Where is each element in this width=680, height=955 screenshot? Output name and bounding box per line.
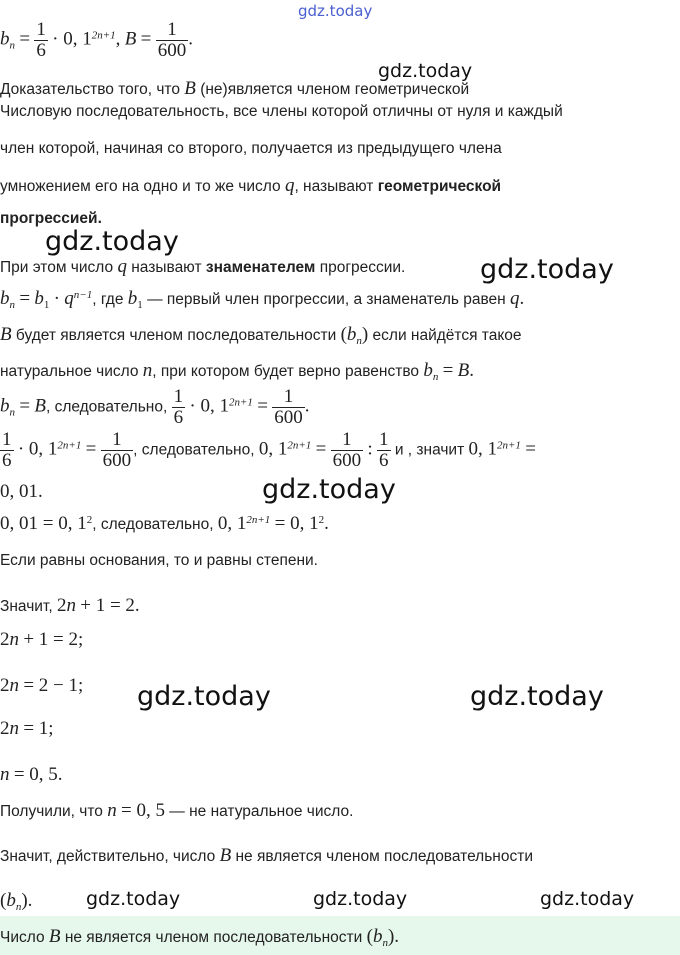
conclusion-line-3: $(b_n)$. xyxy=(0,890,33,914)
watermark: gdz.today xyxy=(262,474,396,505)
watermark: gdz.today xyxy=(470,681,604,712)
proof-heading: Доказательство того, что B (не)является членом геометрической xyxy=(0,78,470,99)
watermark-top: gdz.today xyxy=(298,2,373,20)
equation-step-4: n = 0, 5. xyxy=(0,764,63,785)
watermark: gdz.today xyxy=(45,226,179,257)
equation-step-1: 2n + 1 = 2; xyxy=(0,629,84,650)
condition-line-2: натуральное число n, при котором будет верно равенство $b_n = B$. xyxy=(0,360,475,384)
answer-text: Число B не является членом последовательности $(b_n)$. xyxy=(0,926,400,950)
ratio-line: При этом число q называют знаменателем прогрессии. xyxy=(0,256,406,277)
equation-line-3: 0, 01. xyxy=(0,481,43,502)
watermark: gdz.today xyxy=(137,681,271,712)
equation-step-3: 2n = 1; xyxy=(0,718,54,739)
watermark: gdz.today xyxy=(378,60,473,82)
definition-line-1: Числовую последовательность, все члены которой отличны от нуля и каждый xyxy=(0,103,563,120)
watermark: gdz.today xyxy=(480,254,614,285)
watermark: gdz.today xyxy=(86,888,181,910)
watermark: gdz.today xyxy=(540,888,635,910)
definition-line-3: умножением его на одно и то же число q, называют геометрической xyxy=(0,175,502,196)
condition-line-1: B будет является членом последовательности $(b_n)$ если найдётся такое xyxy=(0,324,522,348)
conclusion-line-2: Значит, действительно, число B не является членом последовательности xyxy=(0,845,533,866)
definition-line-2: член которой, начиная со второго, получается из предыдущего члена xyxy=(0,140,502,157)
formula-general-term: $b_n = b_1 \cdot q^{n-1}$, где $b_1$ — первый член прогрессии, а знаменатель равен q. xyxy=(0,288,525,312)
formula-bn-b: $b_n$ = $\frac{1}{6}$ · 0, $1^{2n+1}$, B = $\frac{1}{600}$ . xyxy=(0,19,193,61)
equation-line-5: Значит, 2n + 1 = 2. xyxy=(0,595,140,616)
equation-line-2: $\frac{1}{6}$ · 0, $1^{2n+1}$ = $\frac{1}{600}$ , следовательно, 0, $1^{2n+1}$ = $\frac{1}{600}$ : $\frac{1}{6}$ и , значит 0, $1^{2n+1}$ = xyxy=(2,429,536,471)
watermark: gdz.today xyxy=(313,888,408,910)
equation-step-2: 2n = 2 − 1; xyxy=(0,675,84,696)
equation-line-4: 0, 01 = 0, $1^2$, следовательно, 0, $1^{2n+1} = 0$, $1^2$. xyxy=(0,513,329,534)
equation-line-1: $b_n = B$, следовательно, $\frac{1}{6}$ · 0, $1^{2n+1}$ = $\frac{1}{600}$ . xyxy=(0,386,310,428)
definition-line-4: прогрессией. xyxy=(0,210,102,227)
conclusion-line-1: Получили, что n = 0, 5 — не натуральное число. xyxy=(0,800,354,821)
bases-equal-text: Если равны основания, то и равны степени. xyxy=(0,552,318,569)
